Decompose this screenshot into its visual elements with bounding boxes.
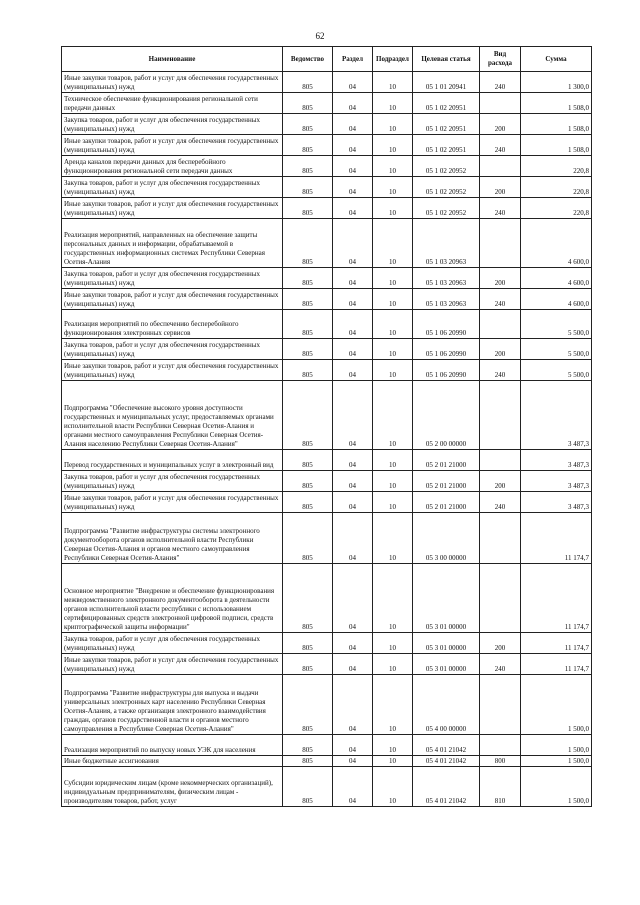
header-sum: Сумма [521, 47, 592, 72]
row-podrazdel: 10 [373, 767, 413, 807]
header-vid: Вид расхода [480, 47, 521, 72]
row-article: 05 3 00 00000 [413, 513, 480, 564]
table-row [62, 756, 592, 767]
row-razdel: 04 [333, 289, 373, 310]
row-razdel: 04 [333, 633, 373, 654]
row-vid [480, 93, 521, 114]
table-row [62, 513, 592, 564]
row-vid [480, 564, 521, 633]
table-row [62, 767, 592, 807]
row-razdel: 04 [333, 756, 373, 767]
page-number: 62 [315, 31, 325, 41]
row-ved: 805 [283, 450, 333, 471]
row-article: 05 1 02 20952 [413, 198, 480, 219]
row-razdel: 04 [333, 268, 373, 289]
row-razdel: 04 [333, 360, 373, 381]
row-name: Закупка товаров, работ и услуг для обеспечения государственных (муниципальных) нужд [62, 268, 283, 289]
table-row [62, 177, 592, 198]
row-ved: 805 [283, 289, 333, 310]
row-vid: 200 [480, 339, 521, 360]
row-razdel: 04 [333, 93, 373, 114]
row-article: 05 3 01 00000 [413, 633, 480, 654]
table-row [62, 675, 592, 735]
row-article: 05 3 01 00000 [413, 654, 480, 675]
row-sum: 4 600,0 [521, 268, 592, 289]
row-name: Перевод государственных и муниципальных услуг в электронный вид [62, 450, 283, 471]
row-sum: 11 174,7 [521, 564, 592, 633]
table-row [62, 135, 592, 156]
row-razdel: 04 [333, 219, 373, 268]
row-ved: 805 [283, 268, 333, 289]
row-podrazdel: 10 [373, 450, 413, 471]
row-razdel: 04 [333, 654, 373, 675]
row-vid: 200 [480, 114, 521, 135]
row-ved: 805 [283, 339, 333, 360]
row-article: 05 3 01 00000 [413, 564, 480, 633]
table-row [62, 450, 592, 471]
row-sum: 4 600,0 [521, 219, 592, 268]
row-sum: 11 174,7 [521, 654, 592, 675]
header-podrazdel: Подраздел [373, 47, 413, 72]
row-name: Техническое обеспечение функционирования региональной сети передачи данных [62, 93, 283, 114]
table-row [62, 339, 592, 360]
row-podrazdel: 10 [373, 219, 413, 268]
row-sum: 1 300,0 [521, 72, 592, 93]
row-razdel: 04 [333, 339, 373, 360]
row-sum: 1 500,0 [521, 675, 592, 735]
row-ved: 805 [283, 156, 333, 177]
row-ved: 805 [283, 198, 333, 219]
row-podrazdel: 10 [373, 735, 413, 756]
row-sum: 5 500,0 [521, 339, 592, 360]
row-podrazdel: 10 [373, 513, 413, 564]
table-row [62, 381, 592, 450]
row-name: Аренда каналов передачи данных для бесперебойного функционирования региональной сети передачи данных [62, 156, 283, 177]
row-name: Основное мероприятие "Внедрение и обеспечение функционирования межведомственного электронного документооборота в деятельности органов исполнительной власти республики с использованием сертифицированных средств электронной цифровой подписи, средств криптографической защиты информации" [62, 564, 283, 633]
row-sum: 220,8 [521, 156, 592, 177]
row-name: Иные закупки товаров, работ и услуг для обеспечения государственных (муниципальных) нужд [62, 654, 283, 675]
row-name: Подпрограмма "Развитие инфраструктуры для выпуска и выдачи универсальных электронных карт населению Республики Северная Осетия-Алания, а также организация электронного взаимодействия граждан, органов государственной власти и органов местного самоуправления в Республике Северная Осетия-Алания" [62, 675, 283, 735]
row-article: 05 4 01 21042 [413, 756, 480, 767]
row-vid: 240 [480, 360, 521, 381]
row-name: Закупка товаров, работ и услуг для обеспечения государственных (муниципальных) нужд [62, 177, 283, 198]
row-sum: 4 600,0 [521, 289, 592, 310]
row-ved: 805 [283, 177, 333, 198]
row-article: 05 1 02 20951 [413, 93, 480, 114]
row-name: Подпрограмма "Развитие инфраструктуры системы электронного документооборота органов исполнительной власти Республики Северная Осетия-Алания и органов местного самоуправления Республики Северная Осетия-Алания" [62, 513, 283, 564]
row-article: 05 1 01 20941 [413, 72, 480, 93]
table-row [62, 564, 592, 633]
row-name: Субсидии юридическим лицам (кроме некоммерческих организаций), индивидуальным предпринимателям, физическим лицам - производителям товаров, работ, услуг [62, 767, 283, 807]
row-ved: 805 [283, 564, 333, 633]
row-ved: 805 [283, 492, 333, 513]
row-vid: 240 [480, 654, 521, 675]
row-article: 05 1 06 20990 [413, 360, 480, 381]
row-podrazdel: 10 [373, 492, 413, 513]
row-podrazdel: 10 [373, 471, 413, 492]
row-razdel: 04 [333, 564, 373, 633]
table-row [62, 360, 592, 381]
row-ved: 805 [283, 72, 333, 93]
row-name: Иные бюджетные ассигнования [62, 756, 283, 767]
row-ved: 805 [283, 513, 333, 564]
row-article: 05 4 01 21042 [413, 735, 480, 756]
row-vid [480, 450, 521, 471]
table-row [62, 219, 592, 268]
row-sum: 1 508,0 [521, 114, 592, 135]
row-name: Иные закупки товаров, работ и услуг для обеспечения государственных (муниципальных) нужд [62, 492, 283, 513]
row-ved: 805 [283, 471, 333, 492]
row-sum: 3 487,3 [521, 492, 592, 513]
row-sum: 3 487,3 [521, 381, 592, 450]
header-name: Наименование [62, 47, 283, 72]
row-ved: 805 [283, 381, 333, 450]
row-name: Иные закупки товаров, работ и услуг для обеспечения государственных (муниципальных) нужд [62, 198, 283, 219]
row-ved: 805 [283, 633, 333, 654]
row-sum: 1 500,0 [521, 756, 592, 767]
row-podrazdel: 10 [373, 268, 413, 289]
row-sum: 1 500,0 [521, 735, 592, 756]
row-razdel: 04 [333, 450, 373, 471]
row-article: 05 4 01 21042 [413, 767, 480, 807]
row-ved: 805 [283, 756, 333, 767]
row-podrazdel: 10 [373, 564, 413, 633]
row-podrazdel: 10 [373, 135, 413, 156]
table-row [62, 310, 592, 339]
row-sum: 1 508,0 [521, 135, 592, 156]
row-podrazdel: 10 [373, 654, 413, 675]
row-podrazdel: 10 [373, 156, 413, 177]
row-ved: 805 [283, 675, 333, 735]
row-name: Реализация мероприятий по обеспечению бесперебойного функционирования электронных сервисов [62, 310, 283, 339]
row-podrazdel: 10 [373, 310, 413, 339]
row-sum: 11 174,7 [521, 513, 592, 564]
row-article: 05 4 00 00000 [413, 675, 480, 735]
row-article: 05 1 03 20963 [413, 268, 480, 289]
table-row [62, 654, 592, 675]
row-podrazdel: 10 [373, 72, 413, 93]
row-name: Иные закупки товаров, работ и услуг для обеспечения государственных (муниципальных) нужд [62, 72, 283, 93]
table-row [62, 268, 592, 289]
table-row [62, 735, 592, 756]
row-ved: 805 [283, 135, 333, 156]
header-article: Целевая статья [413, 47, 480, 72]
row-vid: 810 [480, 767, 521, 807]
table-row [62, 93, 592, 114]
row-razdel: 04 [333, 114, 373, 135]
row-razdel: 04 [333, 135, 373, 156]
row-razdel: 04 [333, 177, 373, 198]
row-sum: 1 500,0 [521, 767, 592, 807]
table-header-row [62, 47, 592, 72]
row-article: 05 1 02 20951 [413, 114, 480, 135]
row-vid [480, 219, 521, 268]
row-ved: 805 [283, 219, 333, 268]
row-sum: 1 508,0 [521, 93, 592, 114]
row-article: 05 2 01 21000 [413, 492, 480, 513]
row-name: Реализация мероприятий, направленных на обеспечение защиты персональных данных и информации, обрабатываемой в государственных информационных системах Республики Северная Осетия-Алания [62, 219, 283, 268]
row-vid: 200 [480, 268, 521, 289]
row-podrazdel: 10 [373, 339, 413, 360]
row-vid [480, 310, 521, 339]
table-row [62, 156, 592, 177]
row-razdel: 04 [333, 513, 373, 564]
table-row [62, 492, 592, 513]
row-razdel: 04 [333, 471, 373, 492]
row-podrazdel: 10 [373, 289, 413, 310]
row-podrazdel: 10 [373, 756, 413, 767]
row-vid: 800 [480, 756, 521, 767]
row-name: Реализация мероприятий по выпуску новых УЭК для населения [62, 735, 283, 756]
row-vid: 240 [480, 492, 521, 513]
row-sum: 3 487,3 [521, 450, 592, 471]
row-vid [480, 381, 521, 450]
row-sum: 5 500,0 [521, 360, 592, 381]
table-row [62, 471, 592, 492]
row-name: Закупка товаров, работ и услуг для обеспечения государственных (муниципальных) нужд [62, 114, 283, 135]
row-name: Иные закупки товаров, работ и услуг для обеспечения государственных (муниципальных) нужд [62, 135, 283, 156]
budget-table [61, 46, 592, 807]
row-article: 05 1 03 20963 [413, 289, 480, 310]
row-ved: 805 [283, 767, 333, 807]
row-article: 05 2 00 00000 [413, 381, 480, 450]
row-name: Иные закупки товаров, работ и услуг для обеспечения государственных (муниципальных) нужд [62, 360, 283, 381]
row-podrazdel: 10 [373, 381, 413, 450]
table-row [62, 633, 592, 654]
row-ved: 805 [283, 654, 333, 675]
row-vid [480, 675, 521, 735]
row-razdel: 04 [333, 156, 373, 177]
row-name: Закупка товаров, работ и услуг для обеспечения государственных (муниципальных) нужд [62, 471, 283, 492]
row-article: 05 1 06 20990 [413, 310, 480, 339]
row-podrazdel: 10 [373, 633, 413, 654]
table-row [62, 72, 592, 93]
row-podrazdel: 10 [373, 114, 413, 135]
table-row [62, 114, 592, 135]
header-razdel: Раздел [333, 47, 373, 72]
table-row [62, 289, 592, 310]
row-razdel: 04 [333, 767, 373, 807]
row-article: 05 1 03 20963 [413, 219, 480, 268]
row-article: 05 2 01 21000 [413, 471, 480, 492]
row-razdel: 04 [333, 198, 373, 219]
row-vid: 240 [480, 135, 521, 156]
row-name: Иные закупки товаров, работ и услуг для обеспечения государственных (муниципальных) нужд [62, 289, 283, 310]
row-ved: 805 [283, 310, 333, 339]
row-sum: 220,8 [521, 198, 592, 219]
header-ved: Ведомство [283, 47, 333, 72]
row-article: 05 1 02 20952 [413, 177, 480, 198]
row-name: Закупка товаров, работ и услуг для обеспечения государственных (муниципальных) нужд [62, 633, 283, 654]
row-vid: 200 [480, 633, 521, 654]
row-sum: 220,8 [521, 177, 592, 198]
row-razdel: 04 [333, 735, 373, 756]
row-ved: 805 [283, 93, 333, 114]
row-article: 05 1 02 20951 [413, 135, 480, 156]
row-vid [480, 513, 521, 564]
row-podrazdel: 10 [373, 675, 413, 735]
row-vid: 240 [480, 198, 521, 219]
row-ved: 805 [283, 360, 333, 381]
row-podrazdel: 10 [373, 93, 413, 114]
row-name: Закупка товаров, работ и услуг для обеспечения государственных (муниципальных) нужд [62, 339, 283, 360]
row-podrazdel: 10 [373, 198, 413, 219]
row-podrazdel: 10 [373, 177, 413, 198]
row-vid: 240 [480, 72, 521, 93]
row-razdel: 04 [333, 492, 373, 513]
table-row [62, 198, 592, 219]
row-vid: 200 [480, 471, 521, 492]
row-article: 05 1 06 20990 [413, 339, 480, 360]
row-sum: 3 487,3 [521, 471, 592, 492]
row-ved: 805 [283, 114, 333, 135]
row-vid [480, 735, 521, 756]
row-sum: 5 500,0 [521, 310, 592, 339]
row-razdel: 04 [333, 381, 373, 450]
row-vid: 200 [480, 177, 521, 198]
row-podrazdel: 10 [373, 360, 413, 381]
row-name: Подпрограмма "Обеспечение высокого уровня доступности государственных и муниципальных услуг, предоставляемых органами исполнительной власти Республики Северная Осетия-Алания и органами местного самоуправления Республики Северная Осетия-Алания населению Республики Северная Осетия-Алания" [62, 381, 283, 450]
row-article: 05 2 01 21000 [413, 450, 480, 471]
row-razdel: 04 [333, 72, 373, 93]
row-vid: 240 [480, 289, 521, 310]
row-article: 05 1 02 20952 [413, 156, 480, 177]
row-vid [480, 156, 521, 177]
row-ved: 805 [283, 735, 333, 756]
row-razdel: 04 [333, 310, 373, 339]
row-sum: 11 174,7 [521, 633, 592, 654]
row-razdel: 04 [333, 675, 373, 735]
